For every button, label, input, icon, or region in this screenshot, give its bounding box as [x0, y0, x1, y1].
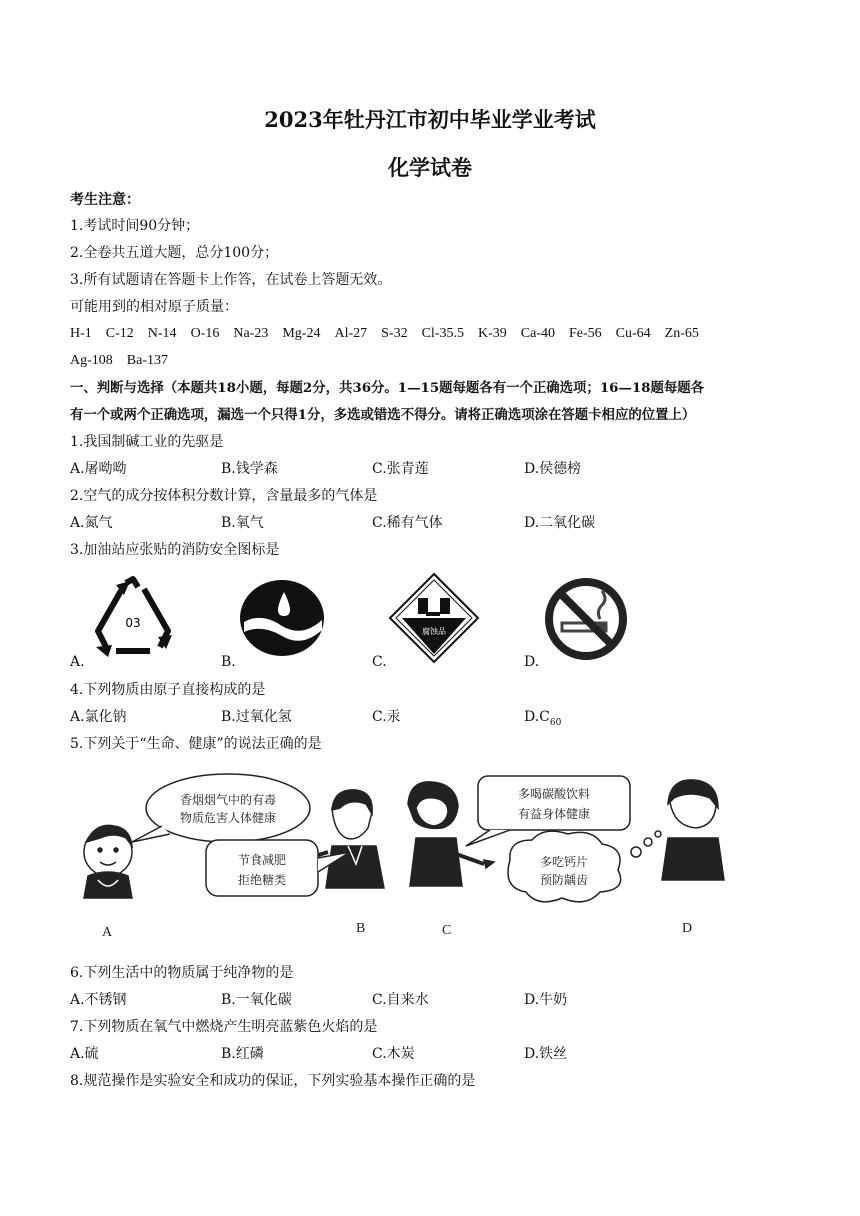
option-d: D.侯德榜 — [524, 461, 582, 477]
option-b: B.红磷 — [221, 1046, 264, 1062]
option-c: C.稀有气体 — [372, 515, 443, 531]
option-a: A.氮气 — [70, 515, 113, 531]
person-a-icon — [84, 825, 132, 898]
atomic-mass: Al-27 — [334, 326, 368, 341]
bubble-a-line: 物质危害人体健康 — [179, 811, 277, 825]
mass-label: 可能用到的相对原子质量： — [70, 299, 238, 315]
atomic-mass: Mg-24 — [282, 326, 321, 341]
atomic-mass: Ba-137 — [126, 353, 168, 368]
option-d: D.铁丝 — [524, 1046, 568, 1062]
atomic-mass: Fe-56 — [568, 326, 602, 341]
option-b: B.氧气 — [221, 515, 264, 531]
no-smoking-icon — [542, 577, 630, 661]
figure-label-a: A — [102, 925, 113, 940]
atomic-mass: Ca-40 — [520, 326, 555, 341]
section-heading-cont: 有一个或两个正确选项，漏选一个只得1分，多选或错选不得分。请将正确选项涂在答题卡相应的位置上） — [70, 407, 696, 423]
atomic-mass: Ag-108 — [70, 353, 113, 368]
option-b: B. — [221, 654, 236, 670]
bubble-b-line: 节食减肥 — [237, 853, 287, 867]
atomic-mass: C-12 — [105, 326, 134, 341]
option-a: A.屠呦呦 — [70, 461, 127, 477]
atomic-mass: Na-23 — [233, 326, 269, 341]
question-stem: 2.空气的成分按体积分数计算，含量最多的气体是 — [70, 488, 378, 504]
option-c: C.张青莲 — [372, 461, 429, 477]
option-d-text: D.C — [524, 709, 550, 725]
option-d: D. — [524, 654, 540, 670]
question-stem: 3.加油站应张贴的消防安全图标是 — [70, 542, 280, 558]
notice-item: 1.考试时间90分钟； — [70, 218, 200, 234]
question-stem: 4.下列物质由原子直接构成的是 — [70, 682, 266, 698]
option-c: C.汞 — [372, 709, 401, 725]
option-d: D.牛奶 — [524, 992, 568, 1008]
option-c: C.自来水 — [372, 992, 429, 1008]
person-d-icon — [662, 780, 724, 880]
bubble-d-line: 预防龋齿 — [539, 873, 589, 887]
option-a: A. — [70, 654, 85, 670]
corrosive-icon — [388, 572, 480, 664]
water-saving-icon — [238, 578, 326, 658]
notice-item: 2.全卷共五道大题，总分100分； — [70, 245, 279, 261]
option-c: C.木炭 — [372, 1046, 415, 1062]
recycle-icon — [86, 575, 180, 659]
atomic-mass: K-39 — [477, 326, 507, 341]
atomic-mass: N-14 — [147, 326, 177, 341]
question-stem: 5.下列关于“生命、健康”的说法正确的是 — [70, 736, 322, 752]
health-cartoon-figure — [70, 768, 730, 940]
option-d: D.二氧化碳 — [524, 515, 596, 531]
option-a: A.不锈钢 — [70, 992, 127, 1008]
atomic-mass: S-32 — [381, 326, 408, 341]
figure-label-b: B — [356, 921, 366, 936]
atomic-mass: Cu-64 — [615, 326, 651, 341]
notice-heading: 考生注意： — [70, 192, 140, 208]
recycle-code: 03 — [125, 616, 141, 630]
question-stem: 1.我国制碱工业的先驱是 — [70, 434, 224, 450]
figure-label-d: D — [682, 921, 693, 936]
section-heading: 一、判断与选择（本题共18小题，每题2分，共36分。1—15题每题各有一个正确选项；16—18题每题各 — [70, 380, 705, 396]
bubble-b-line: 拒绝糖类 — [237, 873, 287, 887]
question-stem: 8.规范操作是实验安全和成功的保证，下列实验基本操作正确的是 — [70, 1073, 476, 1089]
option-b: B.过氧化氢 — [221, 709, 292, 725]
atomic-mass: O-16 — [190, 326, 220, 341]
atomic-mass: H-1 — [70, 326, 92, 341]
option-c: C. — [372, 654, 387, 670]
bubble-c-line: 有益身体健康 — [517, 807, 591, 821]
notice-item: 3.所有试题请在答题卡上作答，在试卷上答题无效。 — [70, 272, 392, 288]
atomic-mass: Cl-35.5 — [421, 326, 464, 341]
exam-subtitle: 化学试卷 — [388, 155, 472, 180]
option-b: B.一氧化碳 — [221, 992, 292, 1008]
bubble-c-line: 多喝碳酸饮料 — [517, 787, 591, 801]
subscript: 60 — [549, 717, 562, 728]
atomic-mass-row — [70, 351, 182, 371]
exam-title: 2023年牡丹江市初中毕业学业考试 — [264, 107, 596, 132]
option-a: A.氯化钠 — [70, 709, 127, 725]
atomic-mass-row — [70, 324, 713, 344]
question-stem: 6.下列生活中的物质属于纯净物的是 — [70, 965, 294, 981]
bubble-a-line: 香烟烟气中的有毒 — [179, 793, 277, 807]
corrosive-label: 腐蚀品 — [422, 627, 446, 636]
question-stem: 7.下列物质在氧气中燃烧产生明亮蓝紫色火焰的是 — [70, 1019, 378, 1035]
figure-label-c: C — [442, 923, 452, 938]
option-a: A.硫 — [70, 1046, 99, 1062]
bubble-d-line: 多吃钙片 — [539, 855, 589, 869]
option-d — [524, 707, 561, 733]
option-b: B.钱学森 — [221, 461, 278, 477]
atomic-mass: Zn-65 — [664, 326, 699, 341]
